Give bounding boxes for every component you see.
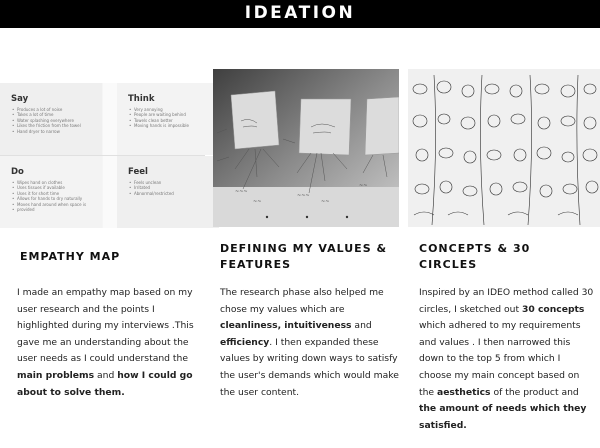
emphasis-aesthetics: aesthetics xyxy=(437,386,491,398)
text-run: of the product and xyxy=(490,386,579,398)
list-item: • Feels unclean xyxy=(128,180,219,185)
concept-sketches-photo xyxy=(408,69,600,227)
empathy-say-quadrant xyxy=(0,83,102,155)
emphasis-solve: how I could go about to solve them. xyxy=(17,369,193,398)
emphasis-needs: the amount of needs which they satisfied. xyxy=(419,403,587,431)
do-title: Do xyxy=(11,167,24,177)
list-item: • Takes a lot of time xyxy=(11,112,102,117)
emphasis-main-problems: main problems xyxy=(17,369,95,381)
text-run: and xyxy=(94,369,118,381)
list-item: • Abnormal/restricted xyxy=(128,191,219,196)
list-item: • provided xyxy=(11,207,102,212)
list-item: • Produces a lot of noise xyxy=(11,107,102,112)
feel-list xyxy=(128,180,219,196)
svg-text:~~: ~~ xyxy=(359,183,368,189)
page-title: IDEATION xyxy=(214,0,386,28)
say-list xyxy=(11,107,102,134)
text-run: and xyxy=(351,320,372,332)
list-item: • Hand dryer to narrow xyxy=(11,129,102,134)
list-item: • Likes the friction from the towel xyxy=(11,123,102,128)
list-item: • Moving hands is impossible xyxy=(128,123,219,128)
svg-text:~~: ~~ xyxy=(321,199,330,205)
list-item: • Very annoying xyxy=(128,107,219,112)
feel-title: Feel xyxy=(128,167,148,177)
sketch-grid-drawing xyxy=(408,69,600,227)
emphasis-efficiency: efficiency xyxy=(220,336,270,348)
empathy-feel-quadrant xyxy=(117,156,219,228)
list-item: • Allows for hands to dry naturally xyxy=(11,196,102,201)
svg-text:~~: ~~ xyxy=(253,199,262,205)
think-list xyxy=(128,107,219,129)
list-item: • Irritated xyxy=(128,185,219,190)
concepts-heading: CONCEPTS & 30 CIRCLES xyxy=(419,242,531,271)
values-heading: DEFINING MY VALUES & FEATURES xyxy=(220,242,388,271)
sticky-notes-photo xyxy=(213,69,399,227)
list-item: • People are waiting behind xyxy=(128,112,219,117)
empathy-think-quadrant xyxy=(117,83,219,155)
values-description xyxy=(220,285,406,401)
sticky-notes-drawing xyxy=(213,69,399,227)
svg-text:~~~: ~~~ xyxy=(297,193,310,199)
do-list xyxy=(11,180,102,212)
list-item: • Uses tissues if available xyxy=(11,185,102,190)
list-item: • Uses it for short time xyxy=(11,191,102,196)
emphasis-values: cleanliness, intuitiveness xyxy=(220,320,352,332)
svg-text:~~~: ~~~ xyxy=(235,189,248,195)
empathy-map xyxy=(0,83,205,228)
emphasis-30-concepts: 30 concepts xyxy=(521,303,585,315)
list-item: • Wipes hand on clothes xyxy=(11,180,102,185)
text-run: The research phase also helped me chose my values which are xyxy=(220,287,384,315)
text-run: I made an empathy map based on my user research and the points I highlighted during my interviews .This gave me an understanding about the user needs as I could understand the xyxy=(17,287,194,365)
list-item: • Moves hand around when space is xyxy=(11,202,102,207)
empathy-map-heading: EMPATHY MAP xyxy=(20,250,121,263)
text-run: which adhered to my requirements and values . I then narrowed this down to the top 5 from which I choose my main concept based on the xyxy=(419,320,581,398)
concepts-description xyxy=(419,285,595,434)
list-item: • Towels clean better xyxy=(128,118,219,123)
text-run: Inspired by an IDEO method called 30 circles, I sketched out xyxy=(419,287,594,315)
text-run: . I then expanded these values by writing down ways to satisfy the user's demands which would make the user content. xyxy=(220,336,399,398)
say-title: Say xyxy=(11,94,29,104)
list-item: • Water splashing everywhere xyxy=(11,118,102,123)
empathy-map-description xyxy=(17,285,205,401)
empathy-do-quadrant xyxy=(0,156,102,228)
think-title: Think xyxy=(128,94,155,104)
